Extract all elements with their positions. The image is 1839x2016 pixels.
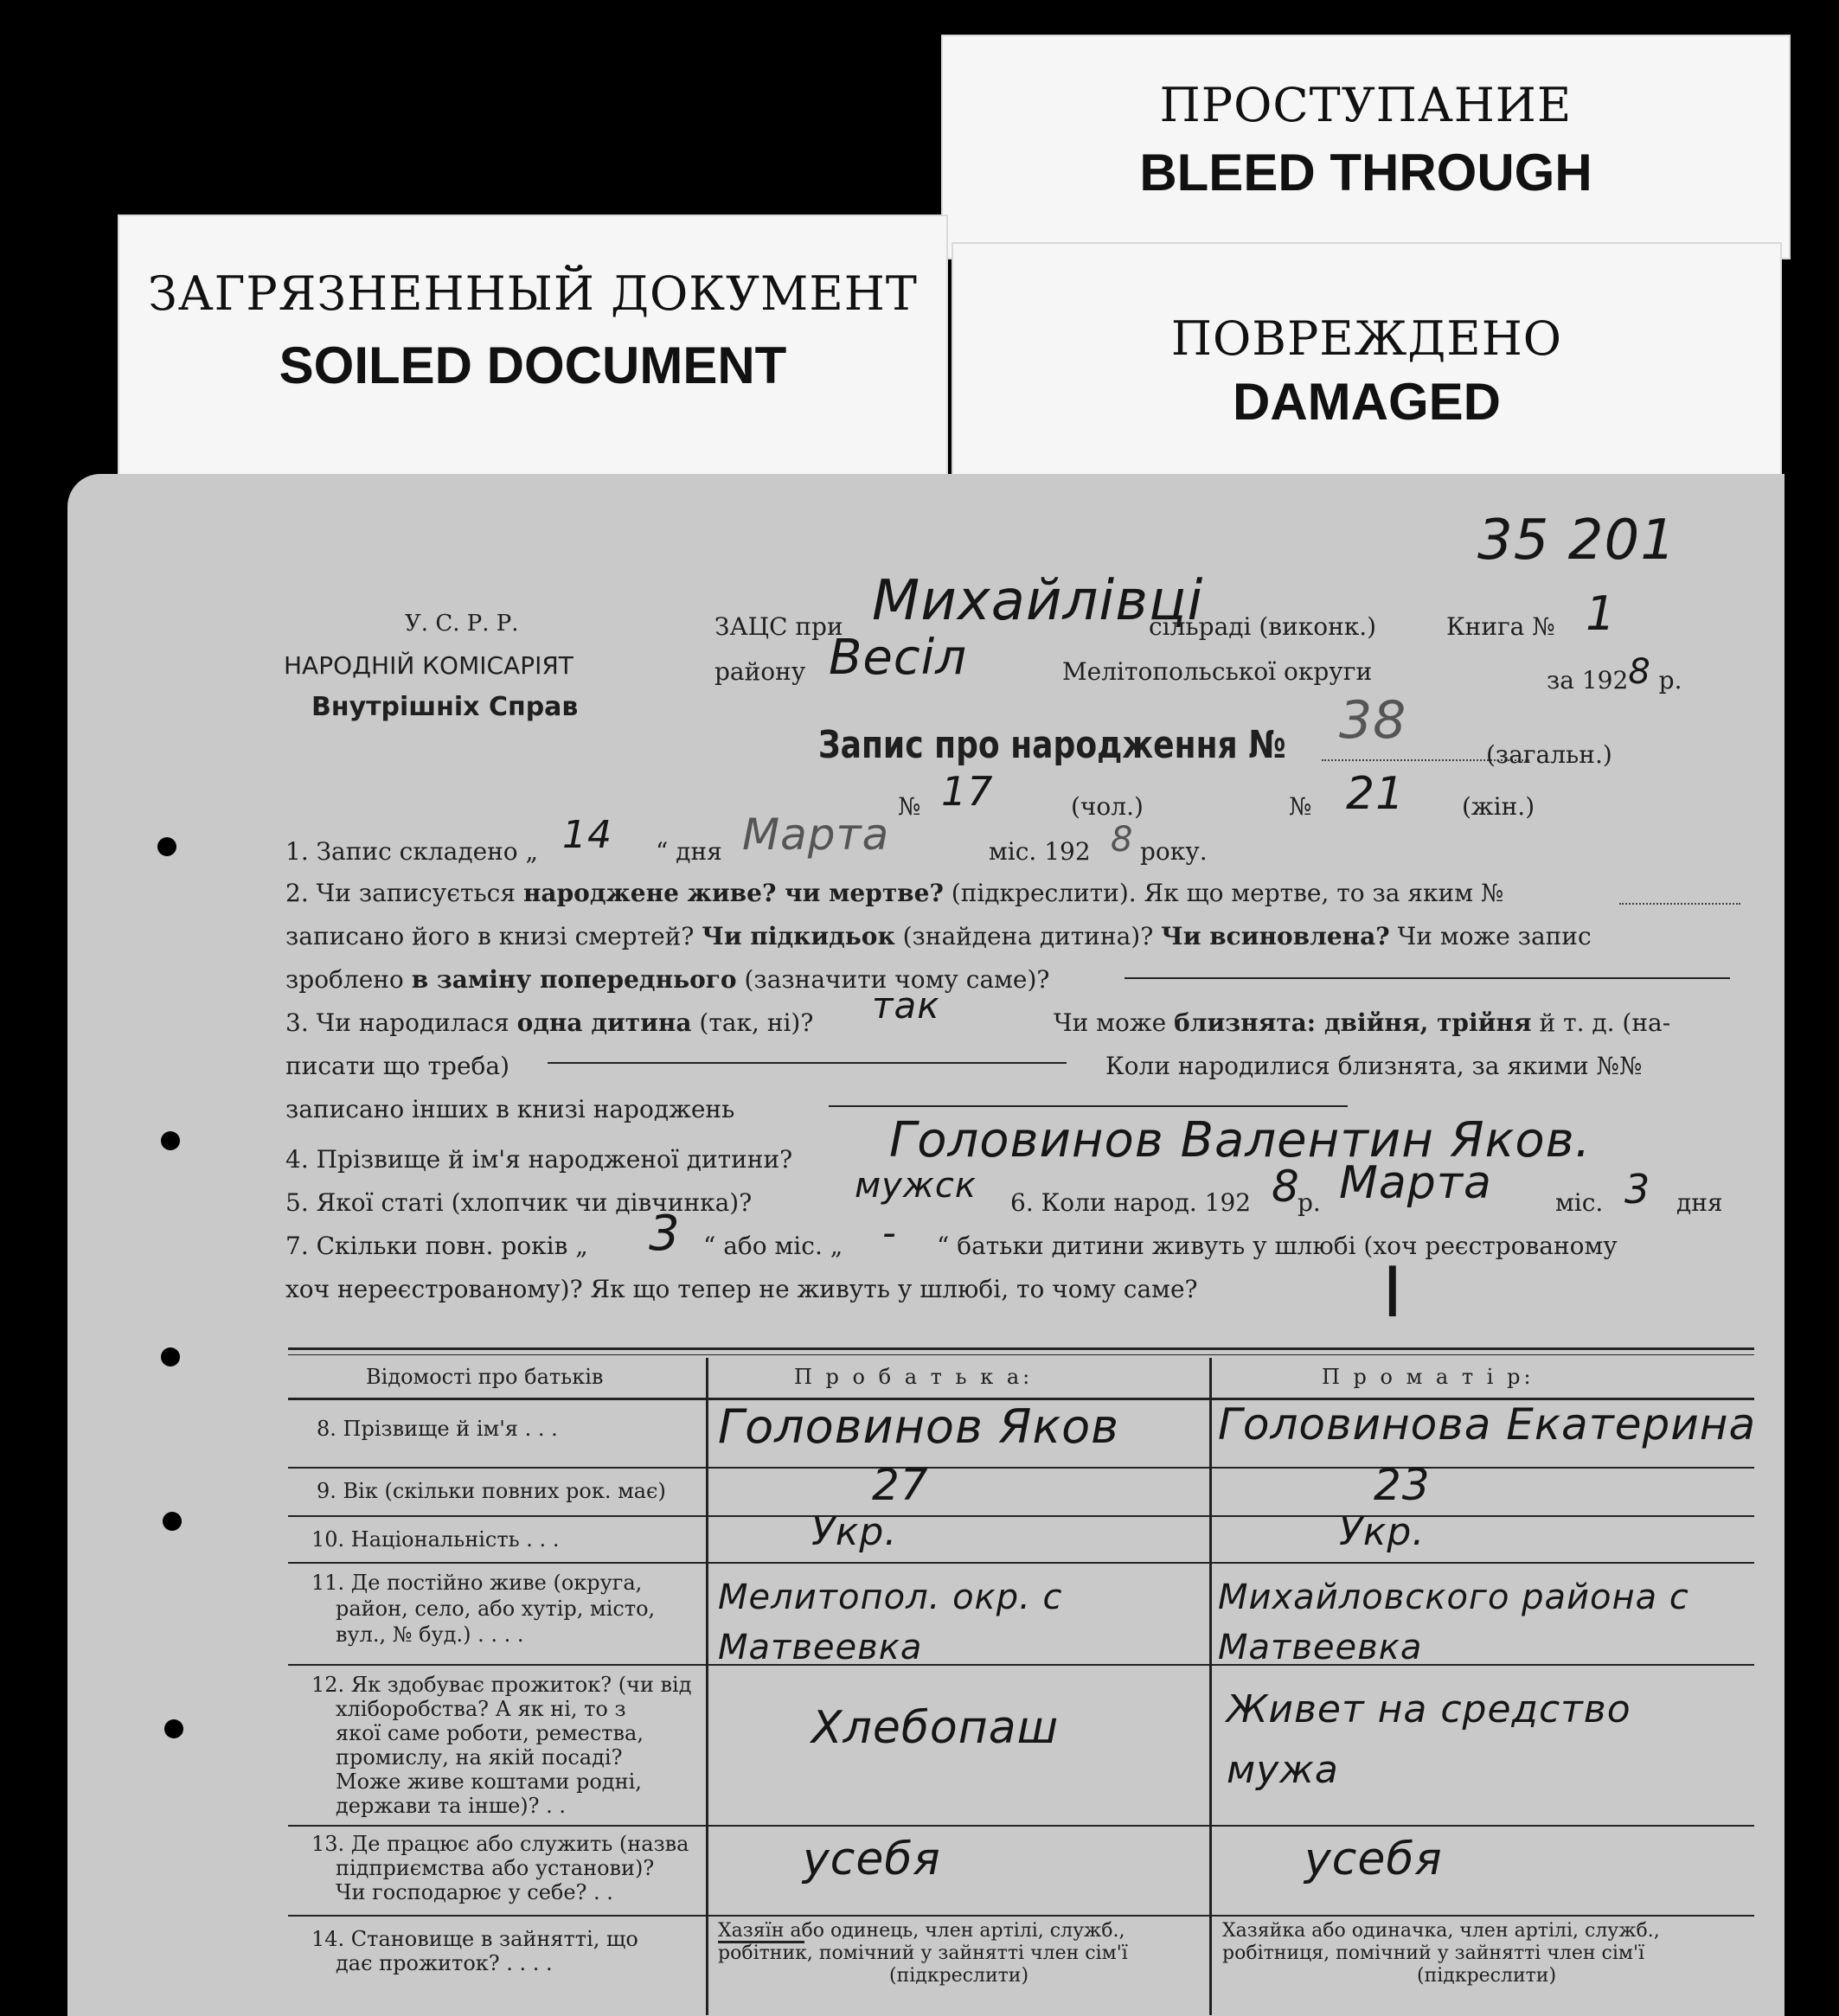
q1-b: “ дня [656, 837, 722, 866]
q5: 5. Якої статі (хлопчик чи дівчинка)? [285, 1188, 753, 1217]
father-name: Головинов Яков [718, 1399, 1119, 1454]
row-13-label-3: Чи господарює у себе? . . [336, 1880, 613, 1904]
book-number: 1 [1586, 586, 1617, 641]
q1-c: міс. 192 [989, 837, 1091, 866]
record-male: 17 [941, 768, 994, 815]
birth-month: Марта [1339, 1157, 1492, 1209]
q2-c: (підкреслити). Як що мертве, то за яким № [951, 879, 1504, 907]
q3-f: й т. д. (на- [1539, 1008, 1671, 1037]
q7-a: 7. Скільки повн. років „ [285, 1232, 588, 1260]
q2-dots [1619, 903, 1740, 905]
sex: мужск [855, 1166, 977, 1206]
father-status-underline [718, 1941, 804, 1943]
punch-hole [157, 837, 176, 856]
birth-year-digit: 8 [1272, 1162, 1300, 1212]
record-female: 21 [1346, 768, 1406, 820]
birth-day: 3 [1624, 1166, 1651, 1213]
female-no-label: № [1289, 792, 1312, 821]
compiled-day: 14 [562, 813, 612, 857]
row-divider [288, 1467, 1754, 1469]
q3-h: Коли народилися близнята, за якими №№ [1105, 1052, 1643, 1080]
year-prefix: за 192 [1547, 666, 1629, 694]
mother-status-1: Хазяйка або одиначка, член артілі, служб., [1222, 1920, 1660, 1942]
soiled-en: SOILED DOCUMENT [279, 336, 787, 394]
q3-d: Чи може [1054, 1008, 1167, 1037]
district-label: району [714, 657, 806, 686]
village-value: Михайлівці [872, 569, 1204, 633]
okruha-label: Мелітопольської округи [1062, 657, 1373, 686]
archive-number: 35 201 [1477, 509, 1676, 573]
q3-b: одна дитина [516, 1008, 692, 1037]
year-label [1547, 652, 1682, 697]
father-work: усебя [803, 1834, 941, 1885]
row-12-label-2: хліборобства? А як ні, то з [336, 1697, 626, 1721]
q2-line1 [285, 879, 1503, 907]
marriage-reason: I [1382, 1252, 1404, 1333]
child-name: Головинов Валентин Яков. [889, 1112, 1592, 1168]
q2-k: (зазначити чому саме)? [744, 965, 1050, 994]
q3-dash2 [829, 1105, 1348, 1107]
damaged-en: DAMAGED [1233, 373, 1501, 431]
row-divider [288, 1664, 1754, 1666]
father-nationality: Укр. [811, 1510, 898, 1554]
married-years: 3 [649, 1206, 681, 1262]
mother-status-2: робітниця, помічний у зайнятті член сім'ї [1222, 1942, 1645, 1964]
row-divider [288, 1825, 1754, 1827]
row-12-label-3: якої саме роботи, ремества, [336, 1721, 644, 1745]
damaged-card [952, 242, 1782, 493]
q2-b: народжене живе? чи мертве? [522, 879, 944, 907]
row-14-label-1: 14. Становище в зайнятті, що [311, 1927, 638, 1951]
q2-f: (знайдена дитина)? [902, 922, 1154, 950]
q2-dash [1125, 977, 1730, 979]
compiled-month: Марта [742, 810, 890, 860]
mother-underline-note: (підкреслити) [1417, 1965, 1557, 1987]
q3-c: (так, ні)? [699, 1008, 814, 1037]
mother-name: Головинова Екатерина [1218, 1399, 1757, 1450]
table-top-rule [288, 1347, 1754, 1350]
col-mother: П р о м а т і р: [1322, 1365, 1535, 1389]
q2-a: 2. Чи записується [285, 879, 516, 907]
row-12-label-4: промислу, на якій посаді? [336, 1745, 623, 1770]
punch-hole [161, 1131, 180, 1150]
male-suffix: (чол.) [1071, 792, 1144, 821]
q3-dash [548, 1062, 1067, 1064]
q6-d: дня [1676, 1188, 1723, 1217]
father-occupation: Хлебопаш [811, 1702, 1060, 1754]
row-11-label-1: 11. Де постійно живе (округа, [311, 1571, 643, 1595]
row-8-label: 8. Прізвище й ім'я . . . [317, 1417, 558, 1441]
female-suffix: (жін.) [1462, 792, 1535, 821]
row-13-label-2: підприємства або установи)? [336, 1856, 655, 1880]
single-child: так [872, 984, 940, 1027]
q7-c: “ батьки дитини живуть у шлюбі (хоч реєстрованому [937, 1232, 1618, 1260]
q6-b: р. [1298, 1188, 1321, 1217]
soiled-ru: ЗАГРЯЗНЕННЫЙ ДОКУМЕНТ [148, 266, 918, 321]
record-total: 38 [1339, 690, 1407, 751]
q2-i: зроблено [285, 965, 404, 994]
row-10-label: 10. Національність . . . [311, 1527, 560, 1552]
table-col-divider-1 [706, 1358, 708, 2015]
father-age: 27 [872, 1460, 929, 1510]
punch-hole [161, 1347, 180, 1366]
table-col-divider-2 [1209, 1358, 1212, 2015]
bleed-through-card [941, 35, 1791, 259]
punch-hole [164, 1719, 183, 1738]
q2-e: Чи підкидьок [702, 922, 895, 950]
compiled-year-digit: 8 [1111, 820, 1134, 860]
row-9-label: 9. Вік (скільки повних рок. має) [317, 1479, 666, 1503]
mother-work: усебя [1304, 1834, 1443, 1885]
soiled-card [118, 214, 948, 491]
q6-c: міс. [1555, 1188, 1604, 1217]
q2-j: в заміну попереднього [411, 965, 737, 994]
father-residence: Мелитопол. окр. с Матвеевка [718, 1578, 1063, 1667]
row-11-label-2: район, село, або хутір, місто, [336, 1597, 656, 1621]
q3-line1 [285, 1008, 813, 1037]
row-14-label-2: дає прожиток? . . . . [336, 1951, 553, 1975]
father-status-2: робітник, помічний у зайнятті член сім'ї [718, 1942, 1128, 1964]
table-top-rule-2 [288, 1354, 1754, 1355]
mother-residence: Михайловского района с Матвеевка [1218, 1578, 1689, 1667]
q2-d: записано його в книзі смертей? [285, 922, 695, 950]
bleed-through-en: BLEED THROUGH [1139, 144, 1592, 202]
mother-nationality: Укр. [1339, 1510, 1426, 1554]
q7-b: “ або міс. „ [703, 1232, 843, 1260]
father-status-1: Хазяїн або одинець, член артілі, служб., [718, 1920, 1125, 1942]
row-12-label-6: держави та інше)? . . [336, 1794, 567, 1818]
bleed-through-ru: ПРОСТУПАНИЕ [1159, 78, 1573, 132]
q7-d: хоч нереєстрованому)? Як що тепер не живуть у шлюбі, то чому саме? [285, 1275, 1198, 1303]
mother-occupation: Живет на средство мужа [1227, 1687, 1631, 1792]
village-council-label: сільраді (виконк.) [1149, 612, 1377, 641]
male-no-label: № [898, 792, 921, 821]
q3-a: 3. Чи народилася [285, 1008, 509, 1037]
row-12-label-1: 12. Як здобуває прожиток? (чи від [311, 1673, 692, 1697]
q4: 4. Прізвище й ім'я народженої дитини? [285, 1145, 793, 1174]
father-underline-note: (підкреслити) [889, 1965, 1029, 1987]
q2-line2 [285, 922, 1592, 950]
punch-hole [163, 1512, 182, 1531]
q1-d: року. [1140, 837, 1208, 866]
q2-h: Чи може запис [1397, 922, 1592, 950]
year-digit: 8 [1628, 652, 1651, 692]
row-13-label-1: 13. Де працює або служить (назва [311, 1832, 689, 1856]
mother-age: 23 [1374, 1460, 1431, 1510]
book-label: Книга № [1446, 612, 1555, 641]
form-title: Запис про народження № [818, 723, 1286, 767]
q6-a: 6. Коли народ. 192 [1010, 1188, 1252, 1217]
district-value: Весіл [829, 630, 968, 686]
year-suffix: р. [1658, 666, 1682, 694]
col-info: Відомості про батьків [366, 1365, 604, 1389]
q3-i: записано інших в книзі народжень [285, 1095, 735, 1123]
ministry-label: Внутрішніх Справ [311, 692, 579, 722]
ussr-label: У. С. Р. Р. [405, 611, 519, 637]
damaged-ru: ПОВРЕЖДЕНО [1170, 311, 1563, 366]
row-divider [288, 1915, 1754, 1917]
row-11-label-3: вул., № буд.) . . . . [336, 1622, 524, 1647]
col-father: П р о б а т ь к а: [794, 1365, 1034, 1389]
row-12-label-5: Може живе коштами родні, [336, 1770, 642, 1794]
birth-record-document [67, 474, 1785, 2016]
married-months: - [882, 1211, 897, 1255]
q3-line1b [1054, 1008, 1670, 1037]
q2-g: Чи всиновлена? [1161, 922, 1390, 950]
q1-a: 1. Запис складено „ [285, 837, 539, 866]
row-divider [288, 1562, 1754, 1564]
row-divider [288, 1515, 1754, 1517]
commissariat-label: НАРОДНІЙ КОМІСАРІЯТ [284, 651, 573, 680]
q3-g: писати що треба) [285, 1052, 509, 1080]
q3-e: близнята: двійня, трійня [1174, 1008, 1532, 1037]
zags-label: ЗАЦС при [714, 612, 843, 641]
record-total-suffix: (загальн.) [1486, 740, 1612, 769]
